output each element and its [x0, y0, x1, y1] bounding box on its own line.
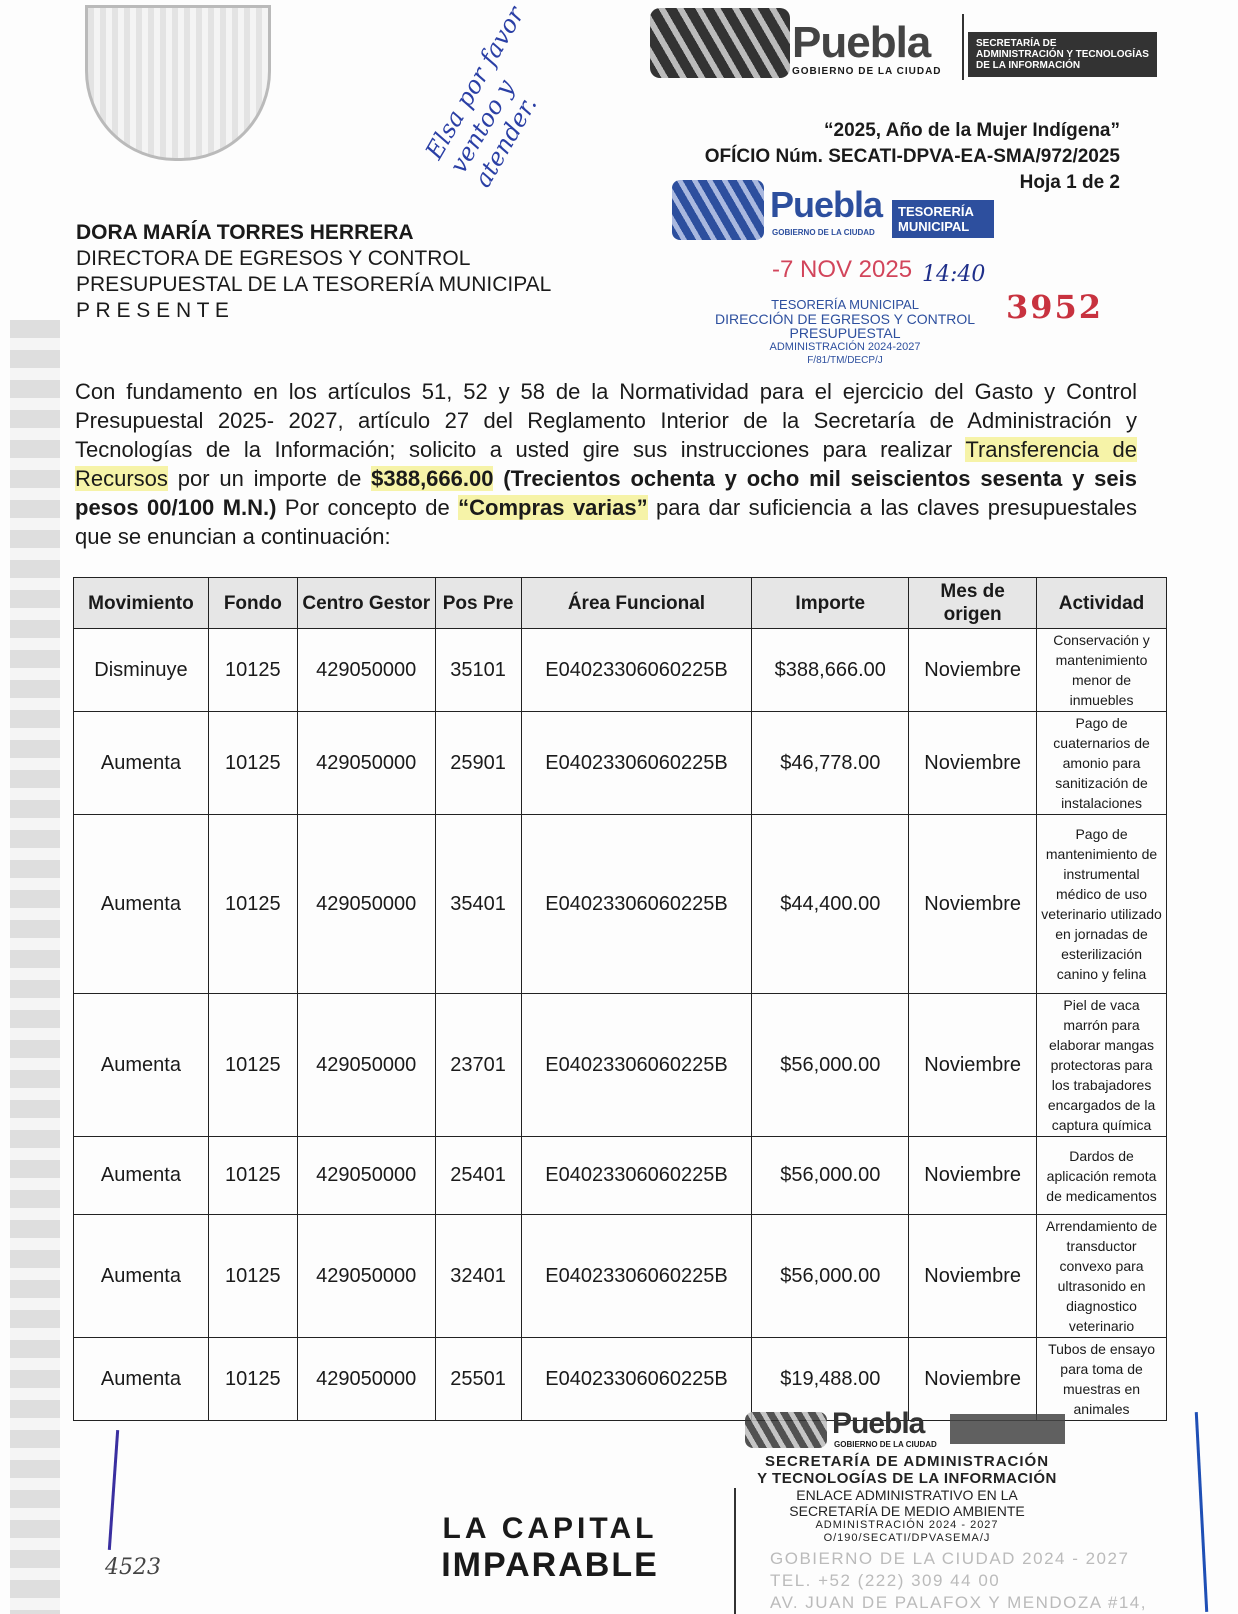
secretaria-line: SECRETARÍA DE — [976, 38, 1057, 49]
table-row — [74, 1137, 1167, 1215]
movement-cell: Disminuye — [74, 629, 209, 712]
fund-cell: 10125 — [208, 1137, 297, 1215]
body-text: para dar suficiencia a las claves presupuestales que se enuncian a continuación: — [75, 495, 1137, 549]
month-cell: Noviembre — [909, 1215, 1037, 1338]
movement-cell: Aumenta — [74, 994, 209, 1137]
received-date: -7 NOV 2025 — [772, 256, 913, 283]
pospre-cell: 25501 — [435, 1338, 521, 1421]
stamp-line: DIRECCIÓN DE EGRESOS Y CONTROL — [714, 311, 976, 327]
month-cell: Noviembre — [909, 629, 1037, 712]
fund-cell: 10125 — [208, 815, 297, 994]
secretaria-stamp-subtitle: GOBIERNO DE LA CIUDAD — [834, 1440, 937, 1449]
header-info — [705, 118, 1120, 196]
activity-cell: Pago de mantenimiento de instrumental médico de uso veterinario utilizado en jornadas de esterilización canino y felina — [1037, 815, 1167, 994]
stamp-line: TESORERÍA MUNICIPAL — [771, 297, 919, 312]
amount-words: (Trecientos ochenta y ocho mil seiscientos sesenta y seis pesos 00/100 M.N.) — [75, 466, 1137, 520]
received-time: 14:40 — [922, 262, 986, 287]
treasury-tab: TESORERÍA MUNICIPAL — [892, 200, 994, 238]
pospre-cell: 35101 — [435, 629, 521, 712]
area-cell: E04023306060225B — [521, 1215, 752, 1338]
treasury-stamp-text — [700, 298, 990, 368]
stamp-line: ADMINISTRACIÓN 2024 - 2027 — [815, 1519, 999, 1531]
addressee-title: PRESUPUESTAL DE LA TESORERÍA MUNICIPAL — [76, 273, 552, 296]
column-header: Mes de origen — [909, 578, 1037, 629]
fund-cell: 10125 — [208, 629, 297, 712]
column-header: Actividad — [1037, 578, 1167, 629]
area-cell: E04023306060225B — [521, 1338, 752, 1421]
secretaria-stamp-text — [742, 1453, 1072, 1545]
puebla-logo-text: Puebla — [792, 18, 931, 67]
movement-cell: Aumenta — [74, 1338, 209, 1421]
column-header: Pos Pre — [435, 578, 521, 629]
center-cell: 429050000 — [297, 712, 435, 815]
activity-cell: Conservación y mantenimiento menor de inmuebles — [1037, 629, 1167, 712]
movement-cell: Aumenta — [74, 815, 209, 994]
addressee-title: DIRECTORA DE EGRESOS Y CONTROL — [76, 247, 471, 270]
oficio-number: OFÍCIO Núm. SECATI-DPVA-EA-SMA/972/2025 — [704, 146, 1120, 167]
city-crest-logo — [85, 5, 271, 161]
folio-number: 3952 — [1006, 288, 1104, 326]
movement-cell: Aumenta — [74, 712, 209, 815]
highlighted-transfer: Transferencia de Recursos — [75, 437, 1137, 491]
center-cell: 429050000 — [297, 1338, 435, 1421]
amount-cell: $19,488.00 — [752, 1338, 909, 1421]
movement-cell: Aumenta — [74, 1215, 209, 1338]
footer-gov: GOBIERNO DE LA CIUDAD 2024 - 2027 — [770, 1549, 1130, 1568]
table-row — [74, 994, 1167, 1137]
stamp-line: F/81/TM/DECP/J — [807, 355, 883, 366]
treasury-logo-text: Puebla — [770, 184, 883, 225]
footer-address: AV. JUAN DE PALAFOX Y MENDOZA #14, — [770, 1593, 1147, 1612]
pospre-cell: 25401 — [435, 1137, 521, 1215]
footer-phone: TEL. +52 (222) 309 44 00 — [770, 1571, 1001, 1590]
secretaria-line: DE LA INFORMACIÓN — [976, 60, 1081, 71]
secretaria-stamp-logo: Puebla — [832, 1407, 925, 1440]
page-count: Hoja 1 de 2 — [1019, 172, 1120, 193]
stamp-line: O/190/SECATI/DPVASEMA/J — [823, 1532, 991, 1544]
activity-cell: Dardos de aplicación remota de medicamentos — [1037, 1137, 1167, 1215]
table-row — [74, 815, 1167, 994]
month-cell: Noviembre — [909, 815, 1037, 994]
stamp-line: SECRETARÍA DE MEDIO AMBIENTE — [789, 1503, 1025, 1519]
addressee-name: DORA MARÍA TORRES HERRERA — [76, 221, 414, 244]
addressee — [76, 220, 551, 324]
signature-mark — [108, 1430, 119, 1550]
motto-line: IMPARABLE — [441, 1546, 659, 1584]
fund-cell: 10125 — [208, 1338, 297, 1421]
pospre-cell: 32401 — [435, 1215, 521, 1338]
table-row — [74, 712, 1167, 815]
amount-cell: $46,778.00 — [752, 712, 909, 815]
budget-table — [73, 577, 1167, 1421]
footer-divider — [734, 1488, 736, 1614]
month-cell: Noviembre — [909, 994, 1037, 1137]
amount-cell: $388,666.00 — [752, 629, 909, 712]
signature-mark — [1195, 1412, 1208, 1612]
column-header: Importe — [752, 578, 909, 629]
body-text: Por concepto de — [276, 495, 459, 520]
amount-cell: $56,000.00 — [752, 994, 909, 1137]
logo-subtitle: GOBIERNO DE LA CIUDAD — [792, 66, 942, 77]
footer-motto — [395, 1512, 705, 1585]
table-row — [74, 629, 1167, 712]
center-cell: 429050000 — [297, 1215, 435, 1338]
puebla-emblem-icon — [650, 8, 790, 78]
pospre-cell: 23701 — [435, 994, 521, 1137]
addressee-presente: P R E S E N T E — [76, 299, 229, 322]
month-cell: Noviembre — [909, 712, 1037, 815]
pospre-cell: 35401 — [435, 815, 521, 994]
column-header: Movimiento — [74, 578, 209, 629]
stamp-line: SECRETARÍA DE ADMINISTRACIÓN — [764, 1453, 1050, 1470]
body-text: Con fundamento en los artículos 51, 52 y 58 de la Normatividad para el ejercicio del Gasto y Control Presupuestal 2025- 2027, artículo 27 del Reglamento Interior de la Secretaría de Administración y Tecnologías de la Información; solicito a usted gire sus instrucciones para realizar — [75, 379, 1137, 462]
body-paragraph — [75, 377, 1137, 551]
treasury-emblem-icon — [672, 180, 764, 240]
center-cell: 429050000 — [297, 994, 435, 1137]
secretaria-stamp-tab — [950, 1414, 1065, 1444]
column-header: Centro Gestor — [297, 578, 435, 629]
stamp-line: ADMINISTRACIÓN 2024-2027 — [769, 341, 921, 353]
area-cell: E04023306060225B — [521, 1137, 752, 1215]
concept: “Compras varias” — [458, 495, 648, 520]
table-header-row — [74, 578, 1167, 629]
body-text: por un importe de — [167, 466, 372, 491]
table-row — [74, 1215, 1167, 1338]
area-cell: E04023306060225B — [521, 815, 752, 994]
movement-cell: Aumenta — [74, 1137, 209, 1215]
pospre-cell: 25901 — [435, 712, 521, 815]
footer-contact — [770, 1548, 1147, 1614]
month-cell: Noviembre — [909, 1338, 1037, 1421]
activity-cell: Piel de vaca marrón para elaborar mangas protectoras para los trabajadores encargados de la captura química — [1037, 994, 1167, 1137]
activity-cell: Pago de cuaternarios de amonio para sanitización de instalaciones — [1037, 712, 1167, 815]
fund-cell: 10125 — [208, 994, 297, 1137]
area-cell: E04023306060225B — [521, 712, 752, 815]
column-header: Área Funcional — [521, 578, 752, 629]
year-motto: “2025, Año de la Mujer Indígena” — [824, 120, 1120, 141]
fund-cell: 10125 — [208, 712, 297, 815]
area-cell: E04023306060225B — [521, 629, 752, 712]
secretaria-emblem-icon — [745, 1412, 827, 1448]
center-cell: 429050000 — [297, 629, 435, 712]
area-cell: E04023306060225B — [521, 994, 752, 1137]
secretaria-line: ADMINISTRACIÓN Y TECNOLOGÍAS — [976, 49, 1149, 60]
amount-cell: $44,400.00 — [752, 815, 909, 994]
motto-line: LA CAPITAL — [442, 1512, 658, 1545]
amount-cell: $56,000.00 — [752, 1215, 909, 1338]
fund-cell: 10125 — [208, 1215, 297, 1338]
logo-divider — [962, 14, 964, 80]
amount: $388,666.00 — [371, 466, 494, 491]
center-cell: 429050000 — [297, 815, 435, 994]
stamp-line: ENLACE ADMINISTRATIVO EN LA — [796, 1487, 1018, 1503]
treasury-logo-subtitle: GOBIERNO DE LA CIUDAD — [772, 228, 875, 237]
month-cell: Noviembre — [909, 1137, 1037, 1215]
stamp-line: PRESUPUESTAL — [789, 325, 901, 341]
column-header: Fondo — [208, 578, 297, 629]
handwritten-number: 4523 — [105, 1555, 161, 1580]
activity-cell: Tubos de ensayo para toma de muestras en animales — [1037, 1338, 1167, 1421]
table-row — [74, 1338, 1167, 1421]
handwritten-note: Elsa por favor ventoo y atender. — [420, 1, 543, 192]
amount-cell: $56,000.00 — [752, 1137, 909, 1215]
center-cell: 429050000 — [297, 1137, 435, 1215]
decorative-border — [10, 320, 60, 1614]
stamp-line: Y TECNOLOGÍAS DE LA INFORMACIÓN — [757, 1470, 1057, 1487]
secretaria-tab — [968, 32, 1157, 77]
activity-cell: Arrendamiento de transductor convexo para ultrasonido en diagnostico veterinario — [1037, 1215, 1167, 1338]
